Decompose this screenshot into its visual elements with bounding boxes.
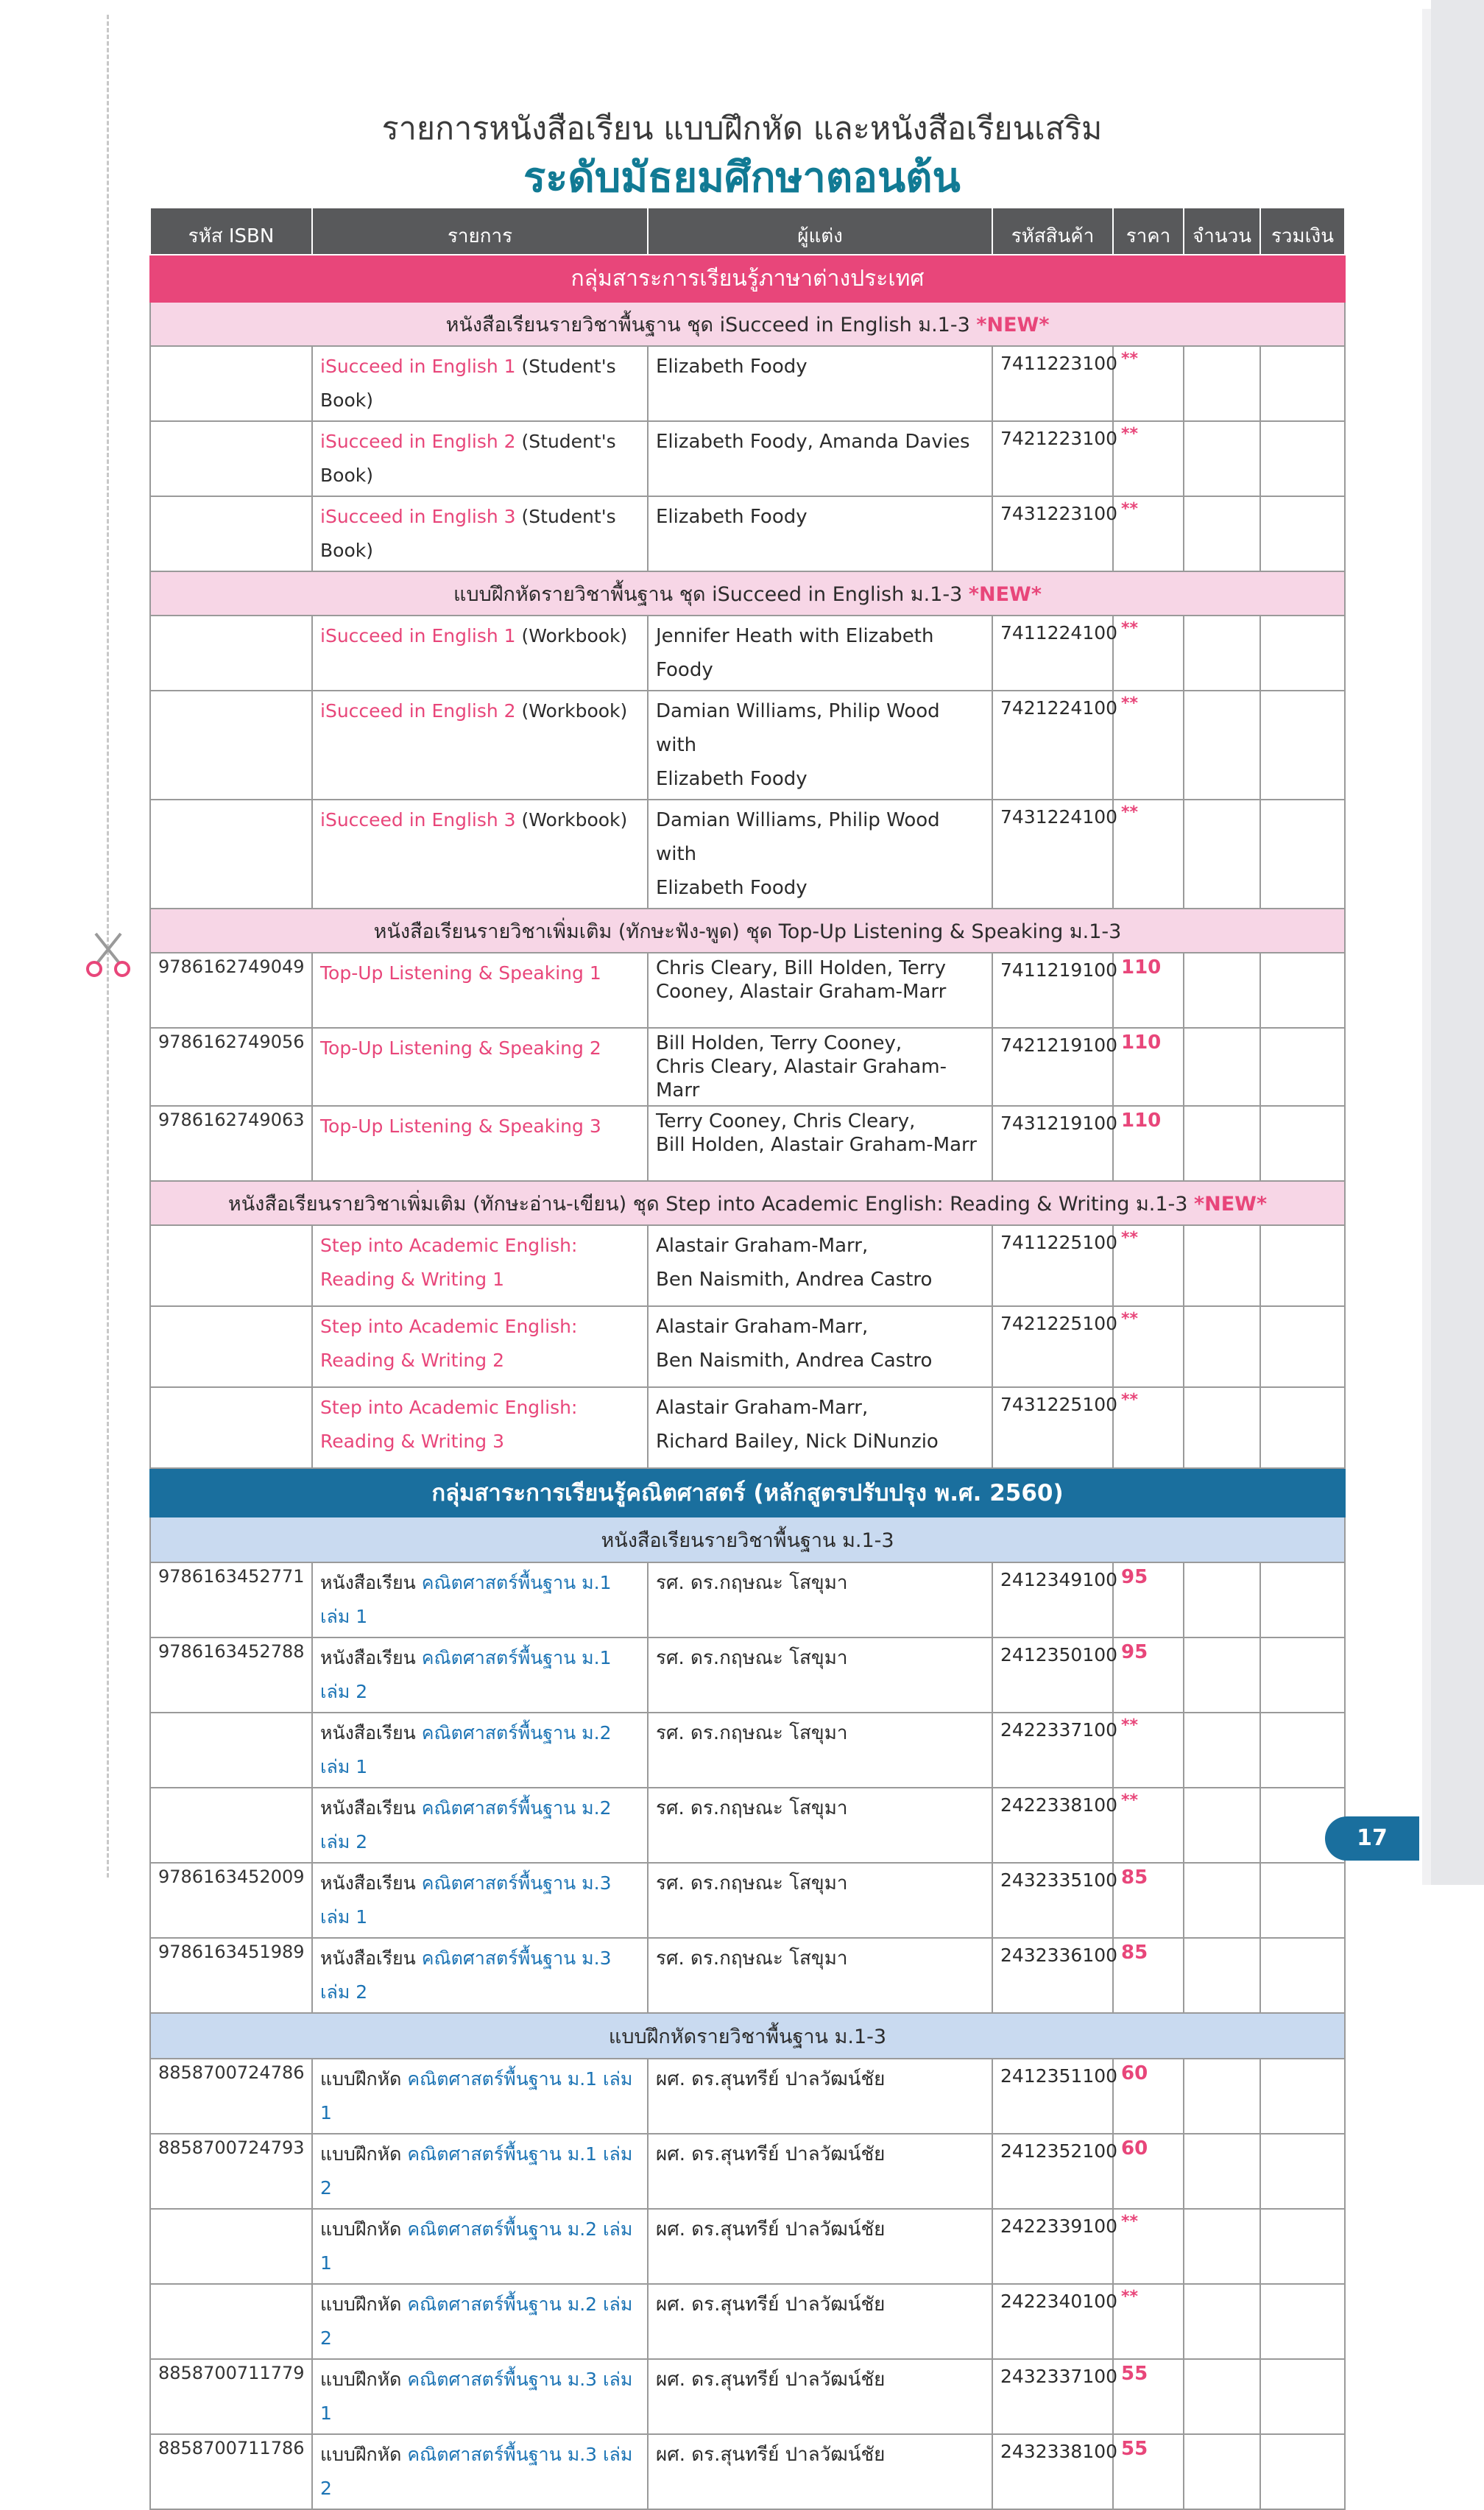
code-cell: 7411224100 bbox=[992, 616, 1113, 691]
col-code: รหัสสินค้า bbox=[992, 208, 1113, 255]
isbn-cell bbox=[150, 1788, 312, 1863]
author-cell: Alastair Graham-Marr, Ben Naismith, Andrea Castro bbox=[648, 1306, 992, 1387]
price-cell: 110 bbox=[1113, 1106, 1184, 1181]
price-cell: ** bbox=[1113, 421, 1184, 496]
price-cell: ** bbox=[1113, 346, 1184, 421]
code-cell: 2412349100 bbox=[992, 1562, 1113, 1638]
code-cell: 2432336100 bbox=[992, 1938, 1113, 2013]
table-row bbox=[150, 2284, 1345, 2359]
total-cell[interactable] bbox=[1260, 496, 1345, 571]
author-cell: Elizabeth Foody bbox=[648, 346, 992, 421]
total-cell[interactable] bbox=[1260, 1306, 1345, 1387]
table-row bbox=[150, 2434, 1345, 2509]
author-cell: Alastair Graham-Marr, Ben Naismith, Andrea Castro bbox=[648, 1225, 992, 1306]
qty-cell[interactable] bbox=[1184, 800, 1260, 909]
col-author: ผู้แต่ง bbox=[648, 208, 992, 255]
isbn-cell bbox=[150, 1306, 312, 1387]
isbn-cell: 9786163452771 bbox=[150, 1562, 312, 1638]
group-header-mathematics: กลุ่มสาระการเรียนรู้คณิตศาสตร์ (หลักสูตรปรับปรุง พ.ศ. 2560) bbox=[150, 1468, 1345, 1517]
isbn-cell: 9786163451989 bbox=[150, 1938, 312, 2013]
code-cell: 2432335100 bbox=[992, 1863, 1113, 1938]
price-cell: ** bbox=[1113, 616, 1184, 691]
total-cell[interactable] bbox=[1260, 1562, 1345, 1638]
subgroup-header: แบบฝึกหัดรายวิชาพื้นฐาน ชุด iSucceed in English ม.1-3 *NEW* bbox=[150, 571, 1345, 616]
item-cell: Step into Academic English: Reading & Writing 1 bbox=[312, 1225, 648, 1306]
qty-cell[interactable] bbox=[1184, 346, 1260, 421]
subgroup-header: แบบฝึกหัดรายวิชาพื้นฐาน ม.1-3 bbox=[150, 2013, 1345, 2059]
author-cell: Terry Cooney, Chris Cleary, Bill Holden, Alastair Graham-Marr bbox=[648, 1106, 992, 1181]
scissors-icon bbox=[82, 929, 134, 981]
qty-cell[interactable] bbox=[1184, 691, 1260, 800]
author-cell: Bill Holden, Terry Cooney, Chris Cleary, Alastair Graham-Marr bbox=[648, 1028, 992, 1106]
total-cell[interactable] bbox=[1260, 800, 1345, 909]
price-cell: ** bbox=[1113, 1306, 1184, 1387]
total-cell[interactable] bbox=[1260, 1387, 1345, 1468]
qty-cell[interactable] bbox=[1184, 2134, 1260, 2209]
isbn-cell: 9786162749049 bbox=[150, 953, 312, 1028]
qty-cell[interactable] bbox=[1184, 1225, 1260, 1306]
table-row bbox=[150, 1225, 1345, 1306]
table-row bbox=[150, 1106, 1345, 1181]
qty-cell[interactable] bbox=[1184, 2434, 1260, 2509]
price-cell: 55 bbox=[1113, 2434, 1184, 2509]
isbn-cell: 8858700711779 bbox=[150, 2359, 312, 2434]
code-cell: 2412350100 bbox=[992, 1638, 1113, 1713]
author-cell: ผศ. ดร.สุนทรีย์ ปาลวัฒน์ชัย bbox=[648, 2134, 992, 2209]
item-cell: หนังสือเรียน คณิตศาสตร์พื้นฐาน ม.1 เล่ม 1 bbox=[312, 1562, 648, 1638]
isbn-cell bbox=[150, 421, 312, 496]
code-cell: 7431223100 bbox=[992, 496, 1113, 571]
code-cell: 7421224100 bbox=[992, 691, 1113, 800]
code-cell: 2412352100 bbox=[992, 2134, 1113, 2209]
table-row bbox=[150, 2209, 1345, 2284]
subgroup-header: หนังสือเรียนรายวิชาพื้นฐาน ชุด iSucceed in English ม.1-3 *NEW* bbox=[150, 302, 1345, 346]
author-cell: Damian Williams, Philip Wood with Elizabeth Foody bbox=[648, 691, 992, 800]
code-cell: 7421223100 bbox=[992, 421, 1113, 496]
isbn-cell: 8858700724786 bbox=[150, 2059, 312, 2134]
price-cell: ** bbox=[1113, 1713, 1184, 1788]
item-cell: Top-Up Listening & Speaking 1 bbox=[312, 953, 648, 1028]
total-cell[interactable] bbox=[1260, 1938, 1345, 2013]
price-cell: 110 bbox=[1113, 953, 1184, 1028]
price-cell: 85 bbox=[1113, 1938, 1184, 2013]
isbn-cell: 8858700711786 bbox=[150, 2434, 312, 2509]
item-cell: หนังสือเรียน คณิตศาสตร์พื้นฐาน ม.3 เล่ม 2 bbox=[312, 1938, 648, 2013]
code-cell: 7421219100 bbox=[992, 1028, 1113, 1106]
price-cell: 95 bbox=[1113, 1638, 1184, 1713]
total-cell[interactable] bbox=[1260, 1638, 1345, 1713]
total-cell[interactable] bbox=[1260, 2134, 1345, 2209]
code-cell: 2422338100 bbox=[992, 1788, 1113, 1863]
table-row bbox=[150, 1387, 1345, 1468]
item-cell: Top-Up Listening & Speaking 3 bbox=[312, 1106, 648, 1181]
isbn-cell: 9786162749056 bbox=[150, 1028, 312, 1106]
qty-cell[interactable] bbox=[1184, 1788, 1260, 1863]
price-cell: 60 bbox=[1113, 2134, 1184, 2209]
item-cell: หนังสือเรียน คณิตศาสตร์พื้นฐาน ม.3 เล่ม 1 bbox=[312, 1863, 648, 1938]
code-cell: 7431224100 bbox=[992, 800, 1113, 909]
isbn-cell bbox=[150, 2284, 312, 2359]
code-cell: 7421225100 bbox=[992, 1306, 1113, 1387]
code-cell: 2422337100 bbox=[992, 1713, 1113, 1788]
new-badge: *NEW* bbox=[976, 313, 1050, 336]
author-cell: ผศ. ดร.สุนทรีย์ ปาลวัฒน์ชัย bbox=[648, 2209, 992, 2284]
isbn-cell: 9786163452788 bbox=[150, 1638, 312, 1713]
new-badge: *NEW* bbox=[1194, 1192, 1268, 1216]
total-cell[interactable] bbox=[1260, 616, 1345, 691]
qty-cell[interactable] bbox=[1184, 1638, 1260, 1713]
total-cell[interactable] bbox=[1260, 2209, 1345, 2284]
table-row bbox=[150, 2134, 1345, 2209]
price-cell: 95 bbox=[1113, 1562, 1184, 1638]
author-cell: รศ. ดร.กฤษณะ โสขุมา bbox=[648, 1713, 992, 1788]
item-cell: แบบฝึกหัด คณิตศาสตร์พื้นฐาน ม.1 เล่ม 1 bbox=[312, 2059, 648, 2134]
total-cell[interactable] bbox=[1260, 2359, 1345, 2434]
author-cell: Elizabeth Foody bbox=[648, 496, 992, 571]
code-cell: 7431219100 bbox=[992, 1106, 1113, 1181]
qty-cell[interactable] bbox=[1184, 1028, 1260, 1106]
price-cell: ** bbox=[1113, 800, 1184, 909]
total-cell[interactable] bbox=[1260, 1863, 1345, 1938]
price-cell: 85 bbox=[1113, 1863, 1184, 1938]
qty-cell[interactable] bbox=[1184, 1562, 1260, 1638]
total-cell[interactable] bbox=[1260, 953, 1345, 1028]
author-cell: ผศ. ดร.สุนทรีย์ ปาลวัฒน์ชัย bbox=[648, 2434, 992, 2509]
table-row bbox=[150, 1306, 1345, 1387]
item-cell: แบบฝึกหัด คณิตศาสตร์พื้นฐาน ม.2 เล่ม 2 bbox=[312, 2284, 648, 2359]
isbn-cell bbox=[150, 496, 312, 571]
isbn-cell: 9786163452009 bbox=[150, 1863, 312, 1938]
item-cell: iSucceed in English 1 (Workbook) bbox=[312, 616, 648, 691]
table-row bbox=[150, 616, 1345, 691]
price-cell: 60 bbox=[1113, 2059, 1184, 2134]
code-cell: 7411219100 bbox=[992, 953, 1113, 1028]
author-cell: Jennifer Heath with Elizabeth Foody bbox=[648, 616, 992, 691]
item-cell: iSucceed in English 3 (Student's Book) bbox=[312, 496, 648, 571]
author-cell: ผศ. ดร.สุนทรีย์ ปาลวัฒน์ชัย bbox=[648, 2059, 992, 2134]
code-cell: 2422340100 bbox=[992, 2284, 1113, 2359]
qty-cell[interactable] bbox=[1184, 1306, 1260, 1387]
item-cell: iSucceed in English 2 (Student's Book) bbox=[312, 421, 648, 496]
code-cell: 2432338100 bbox=[992, 2434, 1113, 2509]
col-isbn: รหัส ISBN bbox=[150, 208, 312, 255]
subgroup-header: หนังสือเรียนรายวิชาพื้นฐาน ม.1-3 bbox=[150, 1517, 1345, 1562]
code-cell: 7411225100 bbox=[992, 1225, 1113, 1306]
isbn-cell bbox=[150, 1387, 312, 1468]
code-cell: 2412351100 bbox=[992, 2059, 1113, 2134]
item-cell: แบบฝึกหัด คณิตศาสตร์พื้นฐาน ม.3 เล่ม 1 bbox=[312, 2359, 648, 2434]
qty-cell[interactable] bbox=[1184, 421, 1260, 496]
table-row bbox=[150, 1863, 1345, 1938]
total-cell[interactable] bbox=[1260, 2434, 1345, 2509]
total-cell[interactable] bbox=[1260, 2284, 1345, 2359]
title-line-1: รายการหนังสือเรียน แบบฝึกหัด และหนังสือเรียนเสริม bbox=[381, 110, 1103, 147]
qty-cell[interactable] bbox=[1184, 1713, 1260, 1788]
price-cell: ** bbox=[1113, 691, 1184, 800]
isbn-cell bbox=[150, 1713, 312, 1788]
item-cell: หนังสือเรียน คณิตศาสตร์พื้นฐาน ม.1 เล่ม 2 bbox=[312, 1638, 648, 1713]
isbn-cell bbox=[150, 616, 312, 691]
col-qty: จำนวน bbox=[1184, 208, 1260, 255]
item-cell: หนังสือเรียน คณิตศาสตร์พื้นฐาน ม.2 เล่ม 2 bbox=[312, 1788, 648, 1863]
table-row bbox=[150, 953, 1345, 1028]
qty-cell[interactable] bbox=[1184, 1863, 1260, 1938]
new-badge: *NEW* bbox=[968, 582, 1042, 606]
item-cell: iSucceed in English 3 (Workbook) bbox=[312, 800, 648, 909]
group-header-foreign-language: กลุ่มสาระการเรียนรู้ภาษาต่างประเทศ bbox=[150, 255, 1345, 302]
price-cell: ** bbox=[1113, 1788, 1184, 1863]
item-cell: แบบฝึกหัด คณิตศาสตร์พื้นฐาน ม.3 เล่ม 2 bbox=[312, 2434, 648, 2509]
total-cell[interactable] bbox=[1260, 2059, 1345, 2134]
title-line-2: ระดับมัธยมศึกษาตอนต้น bbox=[523, 154, 961, 202]
col-item: รายการ bbox=[312, 208, 648, 255]
price-cell: ** bbox=[1113, 496, 1184, 571]
author-cell: Alastair Graham-Marr, Richard Bailey, Nick DiNunzio bbox=[648, 1387, 992, 1468]
table-row bbox=[150, 496, 1345, 571]
qty-cell[interactable] bbox=[1184, 2209, 1260, 2284]
price-cell: 55 bbox=[1113, 2359, 1184, 2434]
item-cell: แบบฝึกหัด คณิตศาสตร์พื้นฐาน ม.1 เล่ม 2 bbox=[312, 2134, 648, 2209]
total-cell[interactable] bbox=[1260, 691, 1345, 800]
page-edge-inner bbox=[1422, 9, 1431, 1885]
author-cell: Elizabeth Foody, Amanda Davies bbox=[648, 421, 992, 496]
total-cell[interactable] bbox=[1260, 1028, 1345, 1106]
author-cell: รศ. ดร.กฤษณะ โสขุมา bbox=[648, 1863, 992, 1938]
item-cell: Top-Up Listening & Speaking 2 bbox=[312, 1028, 648, 1106]
total-cell[interactable] bbox=[1260, 346, 1345, 421]
author-cell: รศ. ดร.กฤษณะ โสขุมา bbox=[648, 1562, 992, 1638]
item-cell: iSucceed in English 2 (Workbook) bbox=[312, 691, 648, 800]
author-cell: รศ. ดร.กฤษณะ โสขุมา bbox=[648, 1788, 992, 1863]
isbn-cell: 8858700724793 bbox=[150, 2134, 312, 2209]
table-row bbox=[150, 1788, 1345, 1863]
price-cell: ** bbox=[1113, 2284, 1184, 2359]
table-row bbox=[150, 2059, 1345, 2134]
isbn-cell bbox=[150, 346, 312, 421]
qty-cell[interactable] bbox=[1184, 2359, 1260, 2434]
table-row bbox=[150, 421, 1345, 496]
table-row bbox=[150, 691, 1345, 800]
price-cell: ** bbox=[1113, 2209, 1184, 2284]
qty-cell[interactable] bbox=[1184, 1106, 1260, 1181]
table-row bbox=[150, 1638, 1345, 1713]
author-cell: ผศ. ดร.สุนทรีย์ ปาลวัฒน์ชัย bbox=[648, 2359, 992, 2434]
table-row bbox=[150, 2359, 1345, 2434]
author-cell: Damian Williams, Philip Wood with Elizabeth Foody bbox=[648, 800, 992, 909]
table-row bbox=[150, 1028, 1345, 1106]
subgroup-header: หนังสือเรียนรายวิชาเพิ่มเติม (ทักษะอ่าน-เขียน) ชุด Step into Academic English: Reading & Writing ม.1-3 *NEW* bbox=[150, 1181, 1345, 1225]
code-cell: 7411223100 bbox=[992, 346, 1113, 421]
table-header bbox=[150, 208, 1345, 255]
code-cell: 2422339100 bbox=[992, 2209, 1113, 2284]
col-total: รวมเงิน bbox=[1260, 208, 1345, 255]
code-cell: 7431225100 bbox=[992, 1387, 1113, 1468]
author-cell: รศ. ดร.กฤษณะ โสขุมา bbox=[648, 1638, 992, 1713]
table-row bbox=[150, 1713, 1345, 1788]
table-row bbox=[150, 1938, 1345, 2013]
page-edge bbox=[1431, 0, 1484, 1885]
isbn-cell bbox=[150, 2209, 312, 2284]
total-cell[interactable] bbox=[1260, 421, 1345, 496]
item-cell: iSucceed in English 1 (Student's Book) bbox=[312, 346, 648, 421]
isbn-cell bbox=[150, 1225, 312, 1306]
author-cell: Chris Cleary, Bill Holden, Terry Cooney, Alastair Graham-Marr bbox=[648, 953, 992, 1028]
isbn-cell bbox=[150, 691, 312, 800]
qty-cell[interactable] bbox=[1184, 1387, 1260, 1468]
table-row bbox=[150, 1562, 1345, 1638]
subgroup-header: หนังสือเรียนรายวิชาเพิ่มเติม (ทักษะฟัง-พูด) ชุด Top-Up Listening & Speaking ม.1-3 bbox=[150, 909, 1345, 953]
qty-cell[interactable] bbox=[1184, 496, 1260, 571]
code-cell: 2432337100 bbox=[992, 2359, 1113, 2434]
qty-cell[interactable] bbox=[1184, 953, 1260, 1028]
col-price: ราคา bbox=[1113, 208, 1184, 255]
author-cell: ผศ. ดร.สุนทรีย์ ปาลวัฒน์ชัย bbox=[648, 2284, 992, 2359]
isbn-cell bbox=[150, 800, 312, 909]
item-cell: Step into Academic English: Reading & Writing 2 bbox=[312, 1306, 648, 1387]
total-cell[interactable] bbox=[1260, 1713, 1345, 1788]
page-number: 17 bbox=[1325, 1816, 1419, 1861]
total-cell[interactable] bbox=[1260, 1106, 1345, 1181]
qty-cell[interactable] bbox=[1184, 2284, 1260, 2359]
price-cell: ** bbox=[1113, 1225, 1184, 1306]
qty-cell[interactable] bbox=[1184, 2059, 1260, 2134]
price-cell: 110 bbox=[1113, 1028, 1184, 1106]
item-cell: แบบฝึกหัด คณิตศาสตร์พื้นฐาน ม.2 เล่ม 1 bbox=[312, 2209, 648, 2284]
author-cell: รศ. ดร.กฤษณะ โสขุมา bbox=[648, 1938, 992, 2013]
item-cell: Step into Academic English: Reading & Writing 3 bbox=[312, 1387, 648, 1468]
item-cell: หนังสือเรียน คณิตศาสตร์พื้นฐาน ม.2 เล่ม 1 bbox=[312, 1713, 648, 1788]
isbn-cell: 9786162749063 bbox=[150, 1106, 312, 1181]
total-cell[interactable] bbox=[1260, 1225, 1345, 1306]
qty-cell[interactable] bbox=[1184, 1938, 1260, 2013]
price-cell: ** bbox=[1113, 1387, 1184, 1468]
qty-cell[interactable] bbox=[1184, 616, 1260, 691]
table-row bbox=[150, 346, 1345, 421]
book-list-table bbox=[149, 207, 1346, 2510]
table-row bbox=[150, 800, 1345, 909]
